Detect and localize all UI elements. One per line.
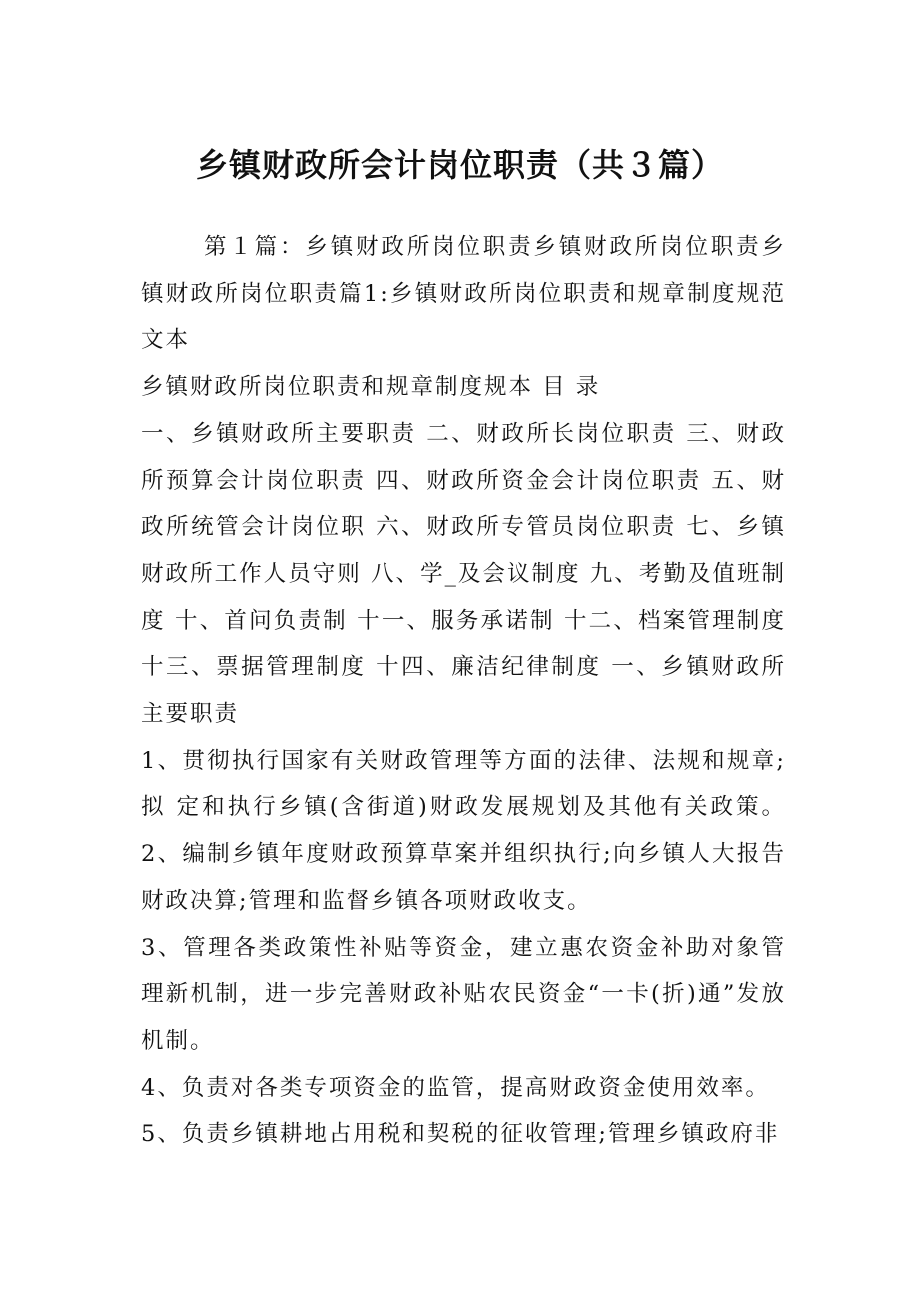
paragraph-duty-3: 3、管理各类政策性补贴等资金，建立惠农资金补助对象管理新机制，进一步完善财政补贴农民资金“一卡(折)通”发放机制。 xyxy=(141,934,786,1054)
paragraph-toc-heading: 乡镇财政所岗位职责和规章制度规本 目 录 xyxy=(141,374,601,401)
paragraph-intro: 第１篇：乡镇财政所岗位职责乡镇财政所岗位职责乡镇财政所岗位职责篇1:乡镇财政所岗位职责和规章制度规范 文本 xyxy=(141,234,786,354)
document-title: 乡镇财政所会计岗位职责（共３篇） xyxy=(195,146,724,184)
paragraph-duty-4: 4、负责对各类专项资金的监管，提高财政资金使用效率。 xyxy=(141,1074,770,1101)
document-body xyxy=(141,224,786,1158)
paragraph-toc-list: 一、乡镇财政所主要职责 二、财政所长岗位职责 三、财政所预算会计岗位职责 四、财政所资金会计岗位职责 五、财政所统管会计岗位职 六、财政所专管员岗位职责 七、乡镇财政所工作人员守则 八、学_及会议制度 九、考勤及值班制度 十、首问负责制 十一、服务承诺制 十二、档案管理制度 十三、票据管理制度 十四、廉洁纪律制度 一、乡镇财政所主要职责 xyxy=(141,420,786,728)
paragraph-duty-1-2: 1、贯彻执行国家有关财政管理等方面的法律、法规和规章;拟 定和执行乡镇(含街道)财政发展规划及其他有关政策。2、编制乡镇年度财政预算草案并组织执行;向乡镇人大报告财政决算;管理和监督乡镇各项财政收支。 xyxy=(141,747,786,914)
paragraph-duty-5: 5、负责乡镇耕地占用税和契税的征收管理;管理乡镇政府非 xyxy=(141,1121,780,1148)
